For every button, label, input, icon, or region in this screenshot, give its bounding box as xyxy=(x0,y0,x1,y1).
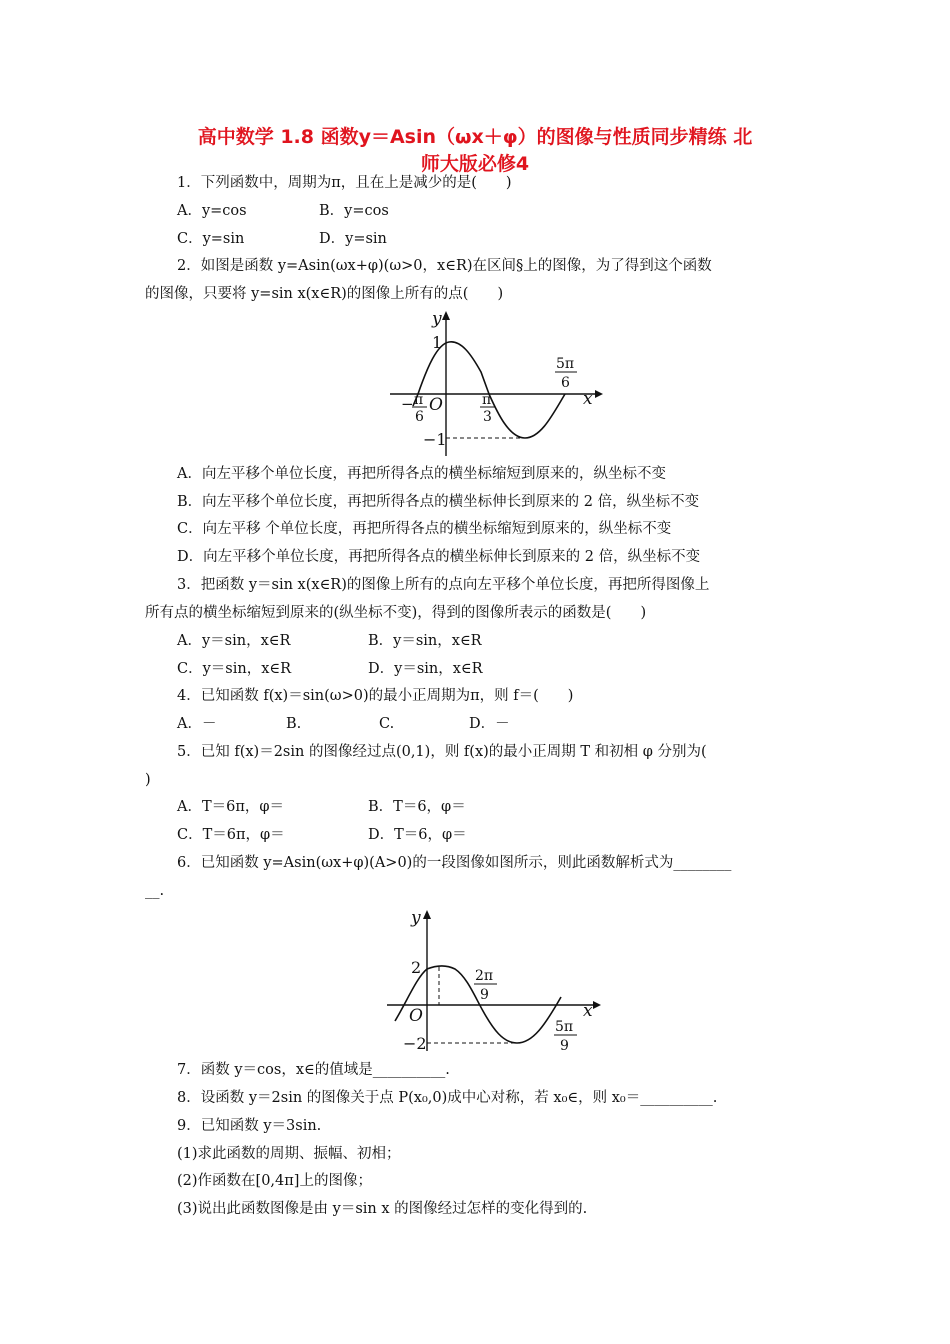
q2-tick-neg-sign: − xyxy=(401,395,414,413)
q2-y-axis-arrow xyxy=(442,311,450,320)
q5-stem-line-2: ) xyxy=(145,772,151,788)
q5-stem-line-1: 5．已知 f(x)＝2sin 的图像经过点(0,1)，则 f(x)的最小正周期 T 和初相 φ 分别为( xyxy=(177,744,707,760)
q2-stem-line-1: 2．如图是函数 y=Asin(ωx+φ)(ω>0，x∈R)在区间§上的图像，为了得到这个函数 xyxy=(177,258,712,274)
document-title xyxy=(140,124,810,178)
q3-stem-line-1: 3．把函数 y＝sin x(x∈R)的图像上所有的点向左平移个单位长度，再把所得图像上 xyxy=(177,577,710,593)
title-line-2: 师大版必修4 xyxy=(420,153,530,175)
q1-option-b: B．y=cos xyxy=(319,203,389,219)
q2-tick-5pi-over-6-den: 6 xyxy=(561,375,570,391)
q6-x-axis-arrow xyxy=(593,1001,601,1009)
q2-tick-one: 1 xyxy=(432,333,443,352)
q3-option-b: B．y＝sin，x∈R xyxy=(368,633,482,649)
q4-option-c: C. xyxy=(379,716,395,732)
q2-tick-5pi-over-6-num: 5π xyxy=(556,356,575,372)
q6-tick-two: 2 xyxy=(411,958,422,977)
q2-tick-neg-six: 6 xyxy=(415,409,424,425)
q1-stem: 1．下列函数中，周期为π，且在上是减少的是( ) xyxy=(177,175,512,191)
q5-option-d: D．T＝6，φ＝ xyxy=(368,827,467,843)
q6-tick-5pi-over-9-den: 9 xyxy=(560,1038,569,1054)
q5-option-b: B．T＝6，φ＝ xyxy=(368,799,466,815)
q6-tick-neg-two: −2 xyxy=(403,1034,427,1053)
q4-option-d: D．－ xyxy=(469,716,510,732)
q4-option-a: A．－ xyxy=(177,716,217,732)
q2-tick-pi-over-3-den: 3 xyxy=(483,409,492,425)
q6-y-axis-arrow xyxy=(423,910,431,919)
q9-part-1: (1)求此函数的周期、振幅、初相； xyxy=(177,1146,401,1162)
q2-option-a: A．向左平移个单位长度，再把所得各点的横坐标缩短到原来的，纵坐标不变 xyxy=(177,466,666,482)
q6-graph xyxy=(383,905,613,1055)
q2-stem-line-2: 的图像，只要将 y=sin x(x∈R)的图像上所有的点( ) xyxy=(145,286,504,302)
q6-tick-2pi-over-9-num: 2π xyxy=(475,968,494,984)
q3-option-a: A．y＝sin，x∈R xyxy=(177,633,291,649)
q2-tick-neg-pi: π xyxy=(414,392,424,408)
q6-stem-line-2: __. xyxy=(145,883,165,899)
q2-x-label: x xyxy=(583,389,593,409)
q6-origin-label: O xyxy=(409,1006,423,1026)
q6-tick-2pi-over-9-den: 9 xyxy=(480,987,489,1003)
q5-option-a: A．T＝6π，φ＝ xyxy=(177,799,285,815)
q5-option-c: C．T＝6π，φ＝ xyxy=(177,827,285,843)
q6-x-label: x xyxy=(583,1001,593,1021)
q3-stem-line-2: 所有点的横坐标缩短到原来的(纵坐标不变)，得到的图像所表示的函数是( ) xyxy=(145,605,647,621)
q2-graph xyxy=(385,308,615,458)
q9-part-2: (2)作函数在[0,4π]上的图像； xyxy=(177,1173,372,1189)
q1-option-a: A．y=cos xyxy=(177,203,247,219)
q2-option-c: C．向左平移 个单位长度，再把所得各点的横坐标缩短到原来的，纵坐标不变 xyxy=(177,521,672,537)
q9-stem: 9．已知函数 y＝3sin. xyxy=(177,1118,322,1134)
q3-option-d: D．y＝sin，x∈R xyxy=(368,661,483,677)
q2-y-label: y xyxy=(432,309,442,329)
q4-option-b: B. xyxy=(286,716,302,732)
q6-tick-5pi-over-9-num: 5π xyxy=(555,1019,574,1035)
q2-tick-neg-one: −1 xyxy=(423,430,447,449)
q1-option-d: D．y=sin xyxy=(319,231,387,247)
q6-stem-line-1: 6．已知函数 y=Asin(ωx+φ)(A>0)的一段图像如图所示，则此函数解析式为________ xyxy=(177,855,732,871)
q2-origin-label: O xyxy=(429,395,443,415)
q2-tick-pi-over-3-num: π xyxy=(482,392,492,408)
q8-stem: 8．设函数 y＝2sin 的图像关于点 P(x₀,0)成中心对称，若 x₀∈，则 x₀＝__________. xyxy=(177,1090,718,1106)
q2-option-d: D．向左平移个单位长度，再把所得各点的横坐标伸长到原来的 2 倍，纵坐标不变 xyxy=(177,549,701,565)
q2-x-axis-arrow xyxy=(595,390,603,398)
q6-y-label: y xyxy=(411,908,421,928)
q1-option-c: C．y=sin xyxy=(177,231,245,247)
q7-stem: 7．函数 y＝cos，x∈的值域是__________. xyxy=(177,1062,450,1078)
q3-option-c: C．y＝sin，x∈R xyxy=(177,661,292,677)
title-line-1: 高中数学 1.8 函数y＝Asin（ωx＋φ）的图像与性质同步精练 北 xyxy=(197,126,753,148)
q9-part-3: (3)说出此函数图像是由 y＝sin x 的图像经过怎样的变化得到的. xyxy=(177,1201,588,1217)
q4-stem: 4．已知函数 f(x)＝sin(ω>0)的最小正周期为π，则 f＝( ) xyxy=(177,688,574,704)
q2-option-b: B．向左平移个单位长度，再把所得各点的横坐标伸长到原来的 2 倍，纵坐标不变 xyxy=(177,494,700,510)
